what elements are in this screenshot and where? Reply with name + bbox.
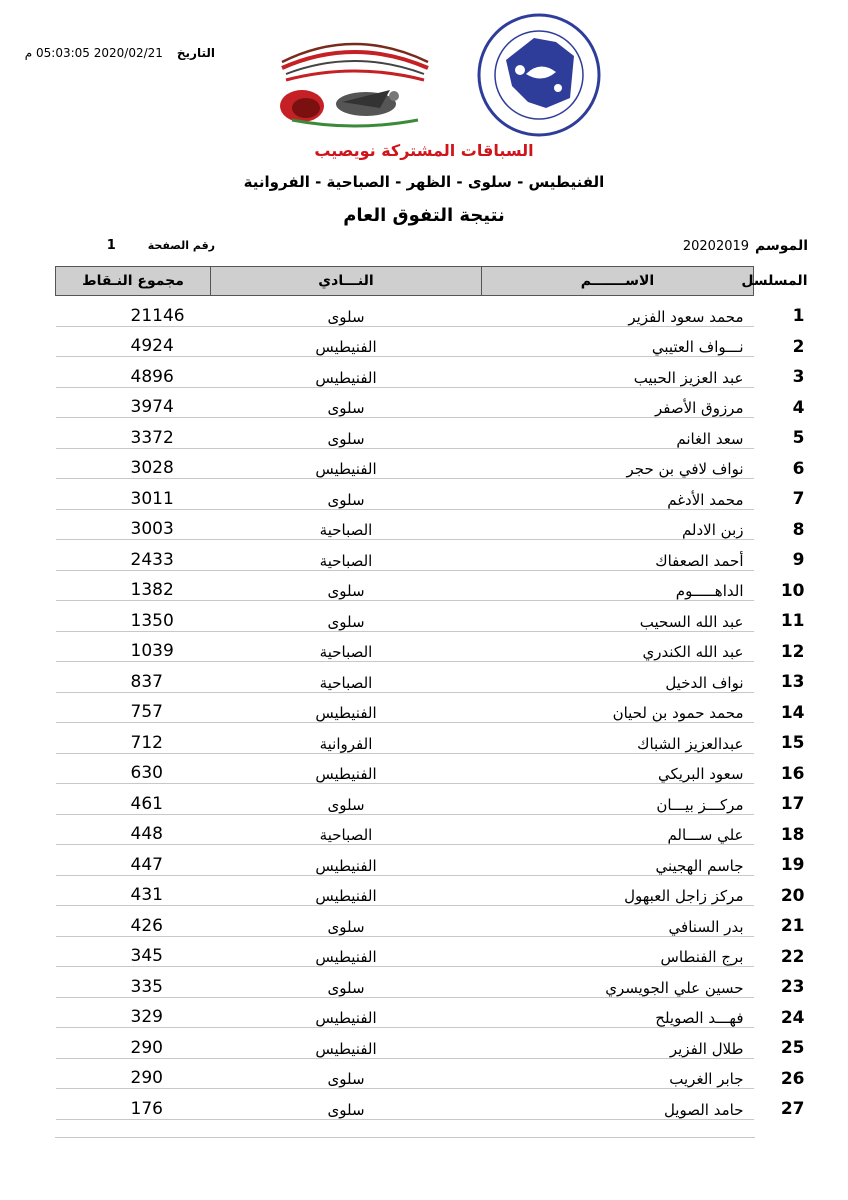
points-cell: 290	[56, 1028, 211, 1059]
points-cell: 630	[56, 753, 211, 784]
name-cell: زبن الادلم	[482, 509, 754, 540]
rank-cell: 2	[792, 336, 805, 357]
name-cell: حسين علي الجويسري	[482, 967, 754, 998]
rank-cell: 19	[780, 855, 805, 875]
points-cell: 3003	[56, 509, 211, 540]
table-row	[56, 357, 811, 388]
rank-cell: 17	[780, 794, 805, 814]
club-cell: الصباحية	[211, 662, 482, 693]
club-cell: سلوى	[211, 1089, 482, 1120]
name-cell: عبد العزيز الحبيب	[482, 357, 754, 388]
club-cell: الفروانية	[211, 723, 482, 754]
table-row	[56, 875, 811, 906]
points-cell: 757	[56, 692, 211, 723]
rank-cell: 5	[792, 428, 805, 448]
table-row	[56, 479, 811, 510]
club-cell: الفنيطيس	[211, 936, 482, 967]
table-row	[56, 1028, 811, 1059]
name-cell: محمد الأدغم	[482, 479, 754, 510]
name-cell: مركز زاجل العبهول	[482, 875, 754, 906]
club-cell: سلوى	[211, 296, 482, 327]
points-cell: 1350	[56, 601, 211, 632]
points-cell: 329	[56, 997, 211, 1028]
name-cell: عبد الله السحيب	[482, 601, 754, 632]
rank-cell: 14	[780, 702, 805, 723]
rank-cell: 12	[780, 641, 805, 662]
club-cell: الصباحية	[211, 509, 482, 540]
name-cell: جابر الغريب	[482, 1058, 754, 1089]
club-cell: الفنيطيس	[211, 997, 482, 1028]
points-cell: 448	[56, 814, 211, 845]
club-cell: سلوى	[211, 784, 482, 815]
club-cell: سلوى	[211, 418, 482, 449]
club-cell: الصباحية	[211, 814, 482, 845]
clubs-subtitle: الفنيطيس - سلوى - الظهر - الصباحية - الفروانية	[243, 173, 605, 191]
points-cell: 712	[56, 723, 211, 754]
points-cell: 335	[56, 967, 211, 998]
rank-cell: 10	[780, 580, 805, 601]
name-cell: الداهـــــوم	[482, 570, 754, 601]
club-cell: سلوى	[211, 906, 482, 937]
page-number	[55, 238, 215, 253]
name-cell: جاسم الهجيني	[482, 845, 754, 876]
table-row	[56, 997, 811, 1028]
club-cell: الصباحية	[211, 540, 482, 571]
points-cell: 1039	[56, 631, 211, 662]
rank-cell: 3	[792, 367, 805, 387]
rank-cell: 8	[792, 519, 805, 540]
rank-cell: 26	[780, 1068, 805, 1089]
table-row	[56, 936, 811, 967]
club-cell: الفنيطيس	[211, 845, 482, 876]
table-row	[56, 1089, 811, 1120]
rank-cell: 16	[780, 763, 805, 784]
points-cell: 3011	[56, 479, 211, 510]
table-row	[56, 296, 811, 327]
name-cell: بدر السنافي	[482, 906, 754, 937]
col-header-rank: المسلسل	[754, 267, 811, 296]
name-cell: عبدالعزيز الشباك	[482, 723, 754, 754]
points-cell: 21146	[56, 296, 211, 327]
table-row	[56, 753, 811, 784]
table-row	[56, 784, 811, 815]
table-row	[56, 723, 811, 754]
report-date	[24, 46, 215, 62]
rank-cell: 21	[780, 916, 805, 936]
date-value: 2020/02/21 05:03:05 م	[24, 46, 163, 60]
results-table	[55, 266, 811, 1120]
points-cell: 447	[56, 845, 211, 876]
points-cell: 837	[56, 662, 211, 693]
federation-logo	[476, 12, 602, 138]
table-row	[56, 662, 811, 693]
name-cell: سعود البريكي	[482, 753, 754, 784]
rank-cell: 18	[780, 824, 805, 845]
name-cell: برج الفنطاس	[482, 936, 754, 967]
name-cell: عبد الله الكندري	[482, 631, 754, 662]
table-row	[56, 631, 811, 662]
club-cell: الفنيطيس	[211, 692, 482, 723]
table-row	[56, 814, 811, 845]
points-cell: 426	[56, 906, 211, 937]
name-cell: مركـــز بيـــان	[482, 784, 754, 815]
page-label: رقم الصفحة	[147, 239, 215, 252]
club-cell: الفنيطيس	[211, 357, 482, 388]
table-row	[56, 692, 811, 723]
rank-cell: 11	[780, 611, 805, 631]
name-cell: أحمد الصعفاك	[482, 540, 754, 571]
season-value: 20202019	[682, 239, 750, 254]
rank-cell: 23	[780, 977, 805, 997]
points-cell: 4924	[56, 326, 211, 357]
rank-cell: 1	[792, 306, 805, 326]
table-row	[56, 509, 811, 540]
club-cell: سلوى	[211, 967, 482, 998]
table-row	[56, 906, 811, 937]
rank-cell: 9	[792, 550, 805, 570]
date-label: التاريخ	[176, 46, 215, 60]
rank-cell: 7	[792, 489, 805, 509]
club-cell: سلوى	[211, 387, 482, 418]
col-header-name: الاســـــــم	[482, 267, 754, 296]
table-header-row	[56, 267, 811, 296]
table-bottom-rule	[55, 1137, 755, 1138]
event-title: السباقات المشتركة نويصيب	[314, 141, 534, 160]
club-cell: الفنيطيس	[211, 448, 482, 479]
rank-cell: 24	[780, 1007, 805, 1028]
club-logo	[262, 28, 446, 128]
table-row	[56, 326, 811, 357]
table-row	[56, 418, 811, 449]
table-row	[56, 967, 811, 998]
table-row	[56, 570, 811, 601]
name-cell: نواف لافي بن حجر	[482, 448, 754, 479]
name-cell: علي ســـالم	[482, 814, 754, 845]
points-cell: 290	[56, 1058, 211, 1089]
name-cell: محمد سعود الفزير	[482, 296, 754, 327]
club-cell: سلوى	[211, 601, 482, 632]
club-cell: سلوى	[211, 1058, 482, 1089]
name-cell: نـــواف العتيبي	[482, 326, 754, 357]
club-cell: سلوى	[211, 479, 482, 510]
name-cell: طلال الفزير	[482, 1028, 754, 1059]
club-cell: الفنيطيس	[211, 875, 482, 906]
name-cell: مرزوق الأصفر	[482, 387, 754, 418]
rank-cell: 13	[780, 672, 805, 692]
table-row	[56, 448, 811, 479]
table-row	[56, 387, 811, 418]
name-cell: فهـــد الصويلح	[482, 997, 754, 1028]
rank-cell: 25	[780, 1038, 805, 1058]
col-header-club: النـــادي	[211, 267, 482, 296]
club-cell: الفنيطيس	[211, 753, 482, 784]
col-header-points: مجموع النـقاط	[56, 267, 211, 296]
name-cell: محمد حمود بن لحيان	[482, 692, 754, 723]
rank-cell: 4	[792, 397, 805, 418]
page-value: 1	[106, 238, 116, 253]
club-cell: الصباحية	[211, 631, 482, 662]
points-cell: 176	[56, 1089, 211, 1120]
points-cell: 3974	[56, 387, 211, 418]
table-row	[56, 845, 811, 876]
points-cell: 4896	[56, 357, 211, 388]
rank-cell: 20	[780, 885, 805, 906]
table-row	[56, 601, 811, 632]
club-cell: الفنيطيس	[211, 1028, 482, 1059]
points-cell: 2433	[56, 540, 211, 571]
name-cell: سعد الغانم	[482, 418, 754, 449]
rank-cell: 15	[780, 733, 805, 753]
points-cell: 431	[56, 875, 211, 906]
points-cell: 1382	[56, 570, 211, 601]
report-title: نتيجة التفوق العام	[343, 205, 505, 226]
table-body	[56, 296, 811, 1120]
rank-cell: 6	[792, 458, 805, 479]
points-cell: 461	[56, 784, 211, 815]
points-cell: 345	[56, 936, 211, 967]
table-row	[56, 540, 811, 571]
points-cell: 3372	[56, 418, 211, 449]
season-info	[683, 238, 808, 254]
points-cell: 3028	[56, 448, 211, 479]
name-cell: حامد الصويل	[482, 1089, 754, 1120]
name-cell: نواف الدخيل	[482, 662, 754, 693]
rank-cell: 27	[780, 1099, 805, 1119]
table-row	[56, 1058, 811, 1089]
club-cell: سلوى	[211, 570, 482, 601]
season-label: الموسم	[755, 238, 808, 254]
club-cell: الفنيطيس	[211, 326, 482, 357]
rank-cell: 22	[780, 946, 805, 967]
